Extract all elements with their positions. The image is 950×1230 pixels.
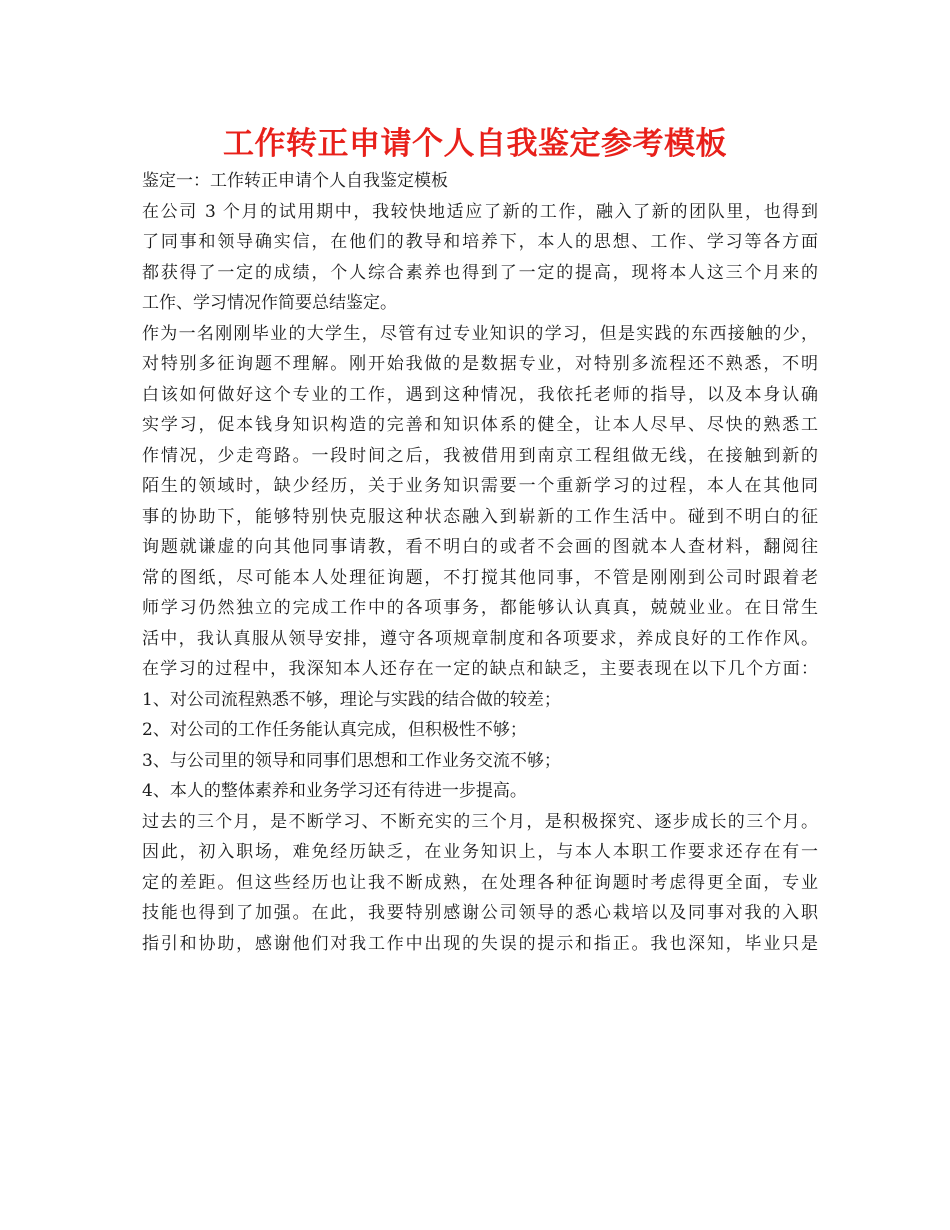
body-line: 在学习的过程中，我深知本人还存在一定的缺点和缺乏，主要表现在以下几个方面：	[142, 659, 818, 679]
body-line: 4、本人的整体素养和业务学习还有待进一步提高。	[142, 781, 527, 801]
body-line: 陌生的领域时，缺少经历，关于业务知识需要一个重新学习的过程，本人在其他同	[142, 476, 818, 496]
body-line: 指引和协助，感谢他们对我工作中出现的失误的提示和指正。我也深知，毕业只是	[142, 933, 818, 954]
body-line: 活中，我认真服从领导安排，遵守各项规章制度和各项要求，养成良好的工作作风。	[142, 628, 818, 649]
body-line: 对特别多征询题不理解。刚开始我做的是数据专业，对特别多流程还不熟悉，不明	[142, 354, 818, 374]
body-line: 过去的三个月，是不断学习、不断充实的三个月，是积极探究、逐步成长的三个月。	[142, 811, 818, 832]
body-line: 鉴定一：工作转正申请个人自我鉴定模板	[142, 171, 448, 191]
body-line: 白该如何做好这个专业的工作，遇到这种情况，我依托老师的指导，以及本身认确	[142, 384, 818, 405]
document-title: 工作转正申请个人自我鉴定参考模板	[223, 126, 727, 162]
body-line: 因此，初入职场，难免经历缺乏，在业务知识上，与本人本职工作要求还存在有一	[142, 842, 818, 862]
body-line: 师学习仍然独立的完成工作中的各项事务，都能够认认真真，兢兢业业。在日常生	[142, 598, 818, 618]
body-line: 了同事和领导确实信，在他们的教导和培养下，本人的思想、工作、学习等各方面	[142, 232, 818, 252]
body-line: 询题就谦虚的向其他同事请教，看不明白的或者不会画的图就本人查材料，翻阅往	[142, 537, 818, 557]
body-line: 实学习，促本钱身知识构造的完善和知识体系的健全，让本人尽早、尽快的熟悉工	[142, 415, 818, 435]
body-line: 2、对公司的工作任务能认真完成，但积极性不够；	[142, 720, 527, 740]
body-line: 常的图纸，尽可能本人处理征询题，不打搅其他同事，不管是刚刚到公司时跟着老	[142, 567, 818, 588]
body-line: 作为一名刚刚毕业的大学生，尽管有过专业知识的学习，但是实践的东西接触的少，	[142, 323, 818, 344]
body-line: 事的协助下，能够特别快克服这种状态融入到崭新的工作生活中。碰到不明白的征	[142, 506, 818, 527]
body-line: 在公司 3 个月的试用期中，我较快地适应了新的工作，融入了新的团队里，也得到	[142, 201, 818, 222]
body-line: 1、对公司流程熟悉不够，理论与实践的结合做的较差；	[142, 689, 561, 710]
body-line: 工作、学习情况作简要总结鉴定。	[142, 293, 397, 313]
body-line: 3、与公司里的领导和同事们思想和工作业务交流不够；	[142, 750, 561, 771]
body-line: 作情况，少走弯路。一段时间之后，我被借用到南京工程组做无线，在接触到新的	[142, 445, 818, 466]
body-line: 技能也得到了加强。在此，我要特别感谢公司领导的悉心栽培以及同事对我的入职	[142, 903, 818, 923]
body-line: 都获得了一定的成绩，个人综合素养也得到了一定的提高，现将本人这三个月来的	[142, 262, 818, 283]
document-body	[142, 166, 818, 959]
body-line: 定的差距。但这些经历也让我不断成熟，在处理各种征询题时考虑得更全面，专业	[142, 872, 818, 893]
